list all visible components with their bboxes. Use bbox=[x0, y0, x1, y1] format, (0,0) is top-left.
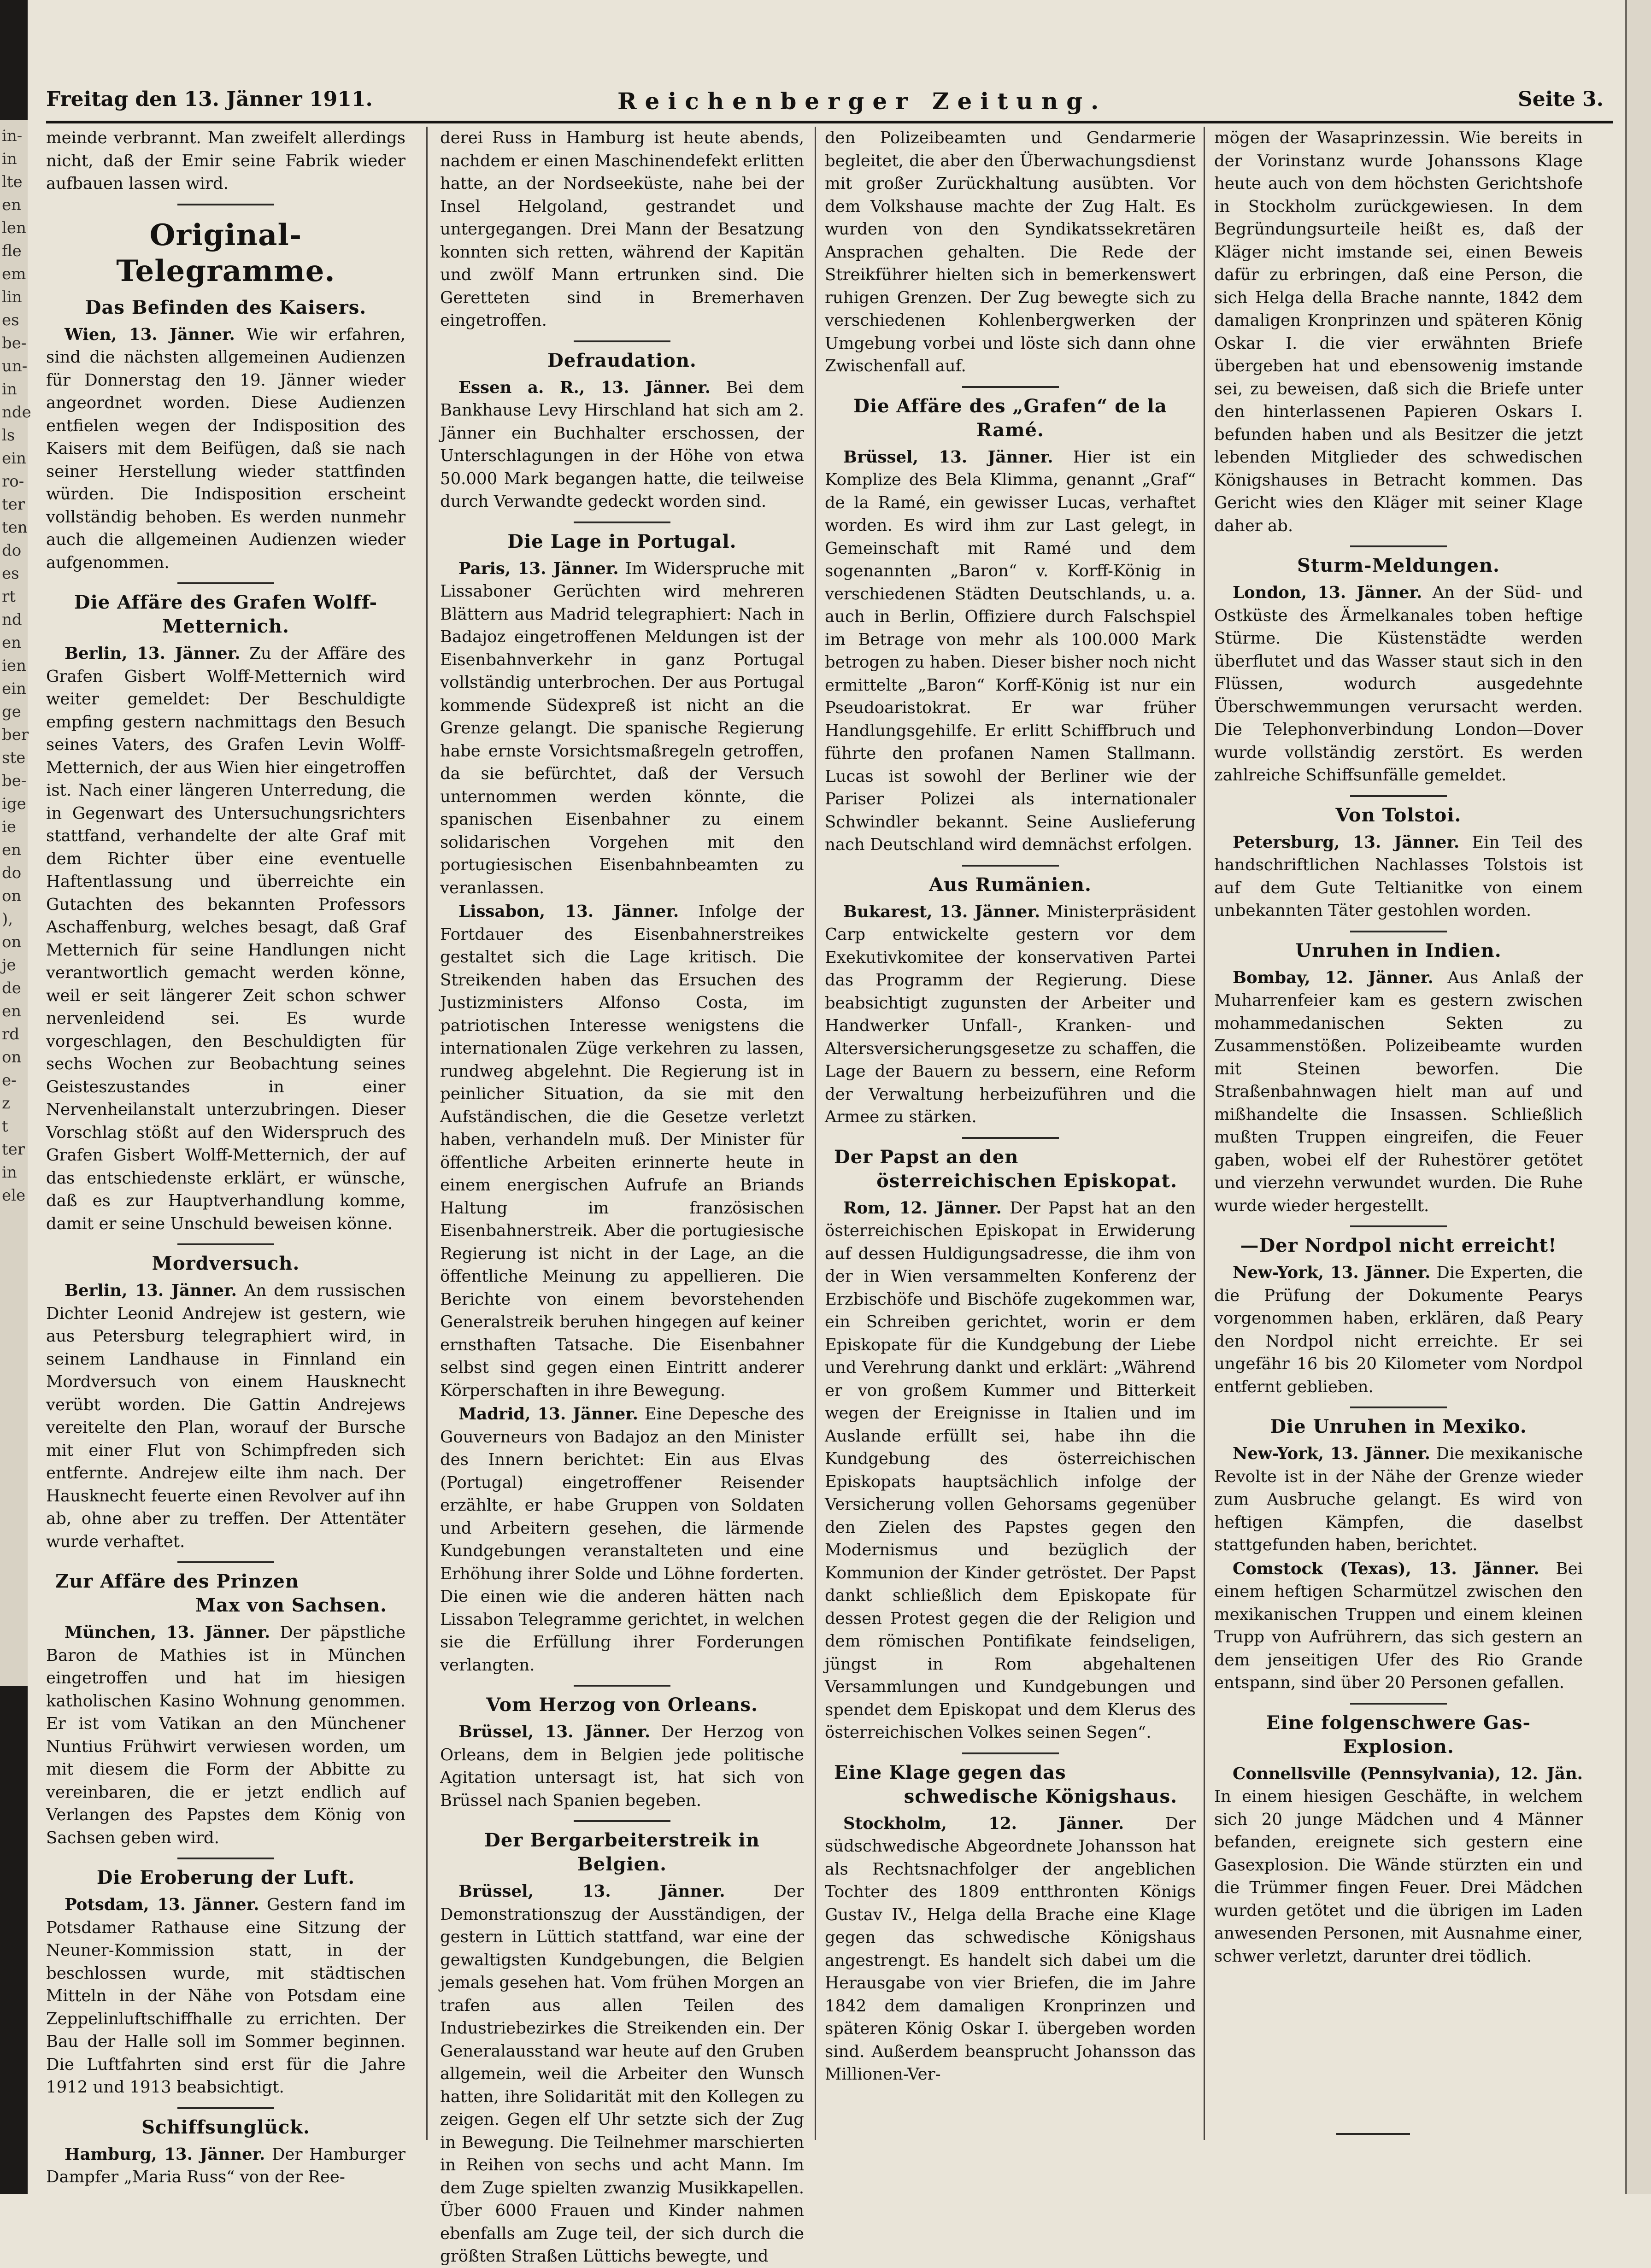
column-3 bbox=[825, 127, 1196, 2135]
article-text: Infolge der Fortdauer des Eisenbahnerstreikes gestaltet sich die Lage kritisch. Die Streikenden haben das Ersuchen des Justizministers Alfonso Costa, im patriotischen Interesse wenigstens die internationalen Züge verkehren zu lassen, rundweg abgelehnt. Die Regierung ist in peinlicher Situation, da sie mit den Aufständischen, die die Gesetze verletzt haben, verhandeln muß. Der Minister für öffentliche Arbeiten erinnerte heute in einem energischen Aufrufe an Briands Haltung im französischen Eisenbahnerstreik. Aber die portugiesische Regierung ist nicht in der Lage, an die öffentliche Meinung zu appellieren. Die Berichte von einem bevorstehenden Generalstreik beruhen hingegen auf keiner ernsthaften Tatsache. Die Eisenbahner selbst sind gegen einen Eintritt anderer Körperschaften in ihre Bewegung. bbox=[440, 902, 804, 1400]
gutter-fragment: ge bbox=[2, 703, 21, 721]
article-dateline: Bombay, 12. Jänner. bbox=[1233, 968, 1434, 987]
article-dateline: Petersburg, 13. Jänner. bbox=[1233, 832, 1460, 852]
separator bbox=[177, 2107, 274, 2109]
article-body bbox=[1214, 1442, 1583, 1557]
article-headline: Eine Klage gegen das bbox=[834, 1761, 1066, 1783]
article-body bbox=[1214, 581, 1583, 787]
separator bbox=[1350, 1225, 1447, 1227]
article-dateline: New-York, 13. Jänner. bbox=[1233, 1444, 1430, 1463]
gutter-fragment: ein bbox=[2, 680, 26, 698]
article-headline: Aus Rumänien. bbox=[929, 873, 1092, 896]
gutter-fragment: lte bbox=[2, 173, 23, 191]
article-dateline: Paris, 13. Jänner. bbox=[458, 559, 619, 578]
article-headline: Eine folgenschwere Gas-Explosion. bbox=[1266, 1711, 1531, 1758]
column-rule bbox=[815, 127, 816, 2140]
article-text: Die Experten, die die Prüfung der Dokumente Pearys vorgenommen haben, erklären, daß Peary den Nordpol nicht erreichte. Er sei ungefähr 16 bis 20 Kilometer vom Nordpol entfernt geblieben. bbox=[1214, 1263, 1583, 1396]
article-text: Gestern fand im Potsdamer Rathause eine Sitzung der Neuner-Kommission statt, in der beschlossen wurde, mit städtischen Mitteln in der Nähe von Potsdam eine Zeppelinluftschiffhalle zu errichten. Der Bau der Halle soll im Sommer beginnen. Die Luftfahrten sind erst für die Jahre 1912 und 1913 beabsichtigt. bbox=[46, 1895, 405, 2097]
article-body bbox=[1214, 1558, 1583, 1694]
article-body bbox=[46, 2143, 405, 2189]
article-body bbox=[46, 1279, 405, 1553]
article-body bbox=[1214, 1261, 1583, 1398]
gutter-fragment: do bbox=[2, 864, 22, 882]
separator bbox=[574, 1685, 670, 1687]
gutter-fragment: je bbox=[2, 956, 16, 974]
article-headline: Mordversuch. bbox=[152, 1253, 300, 1274]
article-headline-line2: schwedische Königshaus. bbox=[904, 1785, 1177, 1807]
gutter-fragment: en bbox=[2, 196, 22, 214]
right-page-edge bbox=[1625, 0, 1651, 2194]
column-4 bbox=[1214, 127, 1583, 2135]
gutter-fragment: es bbox=[2, 564, 19, 583]
article-continuation: derei Russ in Hamburg ist heute abends, nachdem er einen Maschinendefekt erlitten hatte, an der Nordseeküste, nahe bei der Insel Helgoland, gestrandet und untergegangen. Drei Mann der Besatzung konnten sich retten, während der Kapitän und zwölf Mann ertrunken sind. Die Geretteten sind in Bremerhaven eingetroffen. bbox=[440, 129, 804, 330]
article-dateline: Brüssel, 13. Jänner. bbox=[843, 447, 1053, 467]
article-body bbox=[440, 1880, 804, 2268]
separator bbox=[1350, 931, 1447, 932]
article-headline: Vom Herzog von Orleans. bbox=[486, 1694, 758, 1716]
gutter-fragment: z bbox=[2, 1094, 10, 1113]
newspaper-title: Reichenberger Zeitung. bbox=[617, 88, 1107, 115]
gutter-fragment: en bbox=[2, 1002, 22, 1020]
separator bbox=[177, 1243, 274, 1245]
article-text: Ministerpräsident Carp entwickelte gestern vor dem Exekutivkomitee der konservativen Partei das Programm der Regierung. Diese beabsichtigt zugunsten der Arbeiter und Handwerker Unfall-, Kranken- und Altersversicherungsgesetze zu schaffen, die Lage der Bauern zu bessern, eine Reform der Verwaltung herbeizuführen und die Armee zu stärken. bbox=[825, 902, 1196, 1126]
gutter-fragment: do bbox=[2, 541, 22, 560]
article-body bbox=[46, 642, 405, 1235]
gutter-fragment: ber bbox=[2, 726, 29, 744]
article-text: Zu der Affäre des Grafen Gisbert Wolff-Metternich wird weiter gemeldet: Der Beschuldigte empfing gestern nachmittags den Besuch seines Vaters, des Grafen Levin Wolff-Metternich, der aus Wien hier eingetroffen ist. Nach einer längeren Unterredung, die in Gegenwart des Untersuchungsrichters stattfand, verhandelte der alte Graf mit dem Richter über eine eventuelle Haftentlassung und überreichte ein Gutachten des bekannten Professors Aschaffenburg, welches besagt, daß Graf Metternich für seine Handlungen nicht verantwortlich gemacht werden könne, weil er seit längerer Zeit schon schwer nervenleidend sei. Es wurde vorgeschlagen, den Beschuldigten für sechs Wochen zur Beobachtung seines Geisteszustandes in einer Nervenheilanstalt unterzubringen. Dieser Vorschlag stößt auf den Widerspruch des Grafen Gisbert Wolff-Metternich, der auf das entschiedenste erklärt, er wünsche, daß es zur Hauptverhandlung komme, damit er seine Unschuld beweisen könne. bbox=[46, 644, 405, 1233]
gutter-fragment: ls bbox=[2, 426, 15, 445]
article-dateline: Brüssel, 13. Jänner. bbox=[458, 1723, 651, 1741]
article-dateline: Connellsville (Pennsylvania), 12. Jän. bbox=[1233, 1764, 1583, 1783]
article-headline: Unruhen in Indien. bbox=[1295, 939, 1502, 961]
gutter-fragment: un- bbox=[2, 357, 28, 375]
article-headline: Zur Affäre des Prinzen bbox=[55, 1571, 299, 1592]
article-headline: Der Bergarbeiterstreik in Belgien. bbox=[484, 1829, 760, 1875]
gutter-fragment: ter bbox=[2, 1140, 25, 1159]
gutter-fragment: ro- bbox=[2, 472, 24, 491]
article-headline: Die Affäre des Grafen Wolff-Metternich. bbox=[74, 592, 378, 637]
article-body bbox=[825, 446, 1196, 856]
article-text: In einem hiesigen Geschäfte, in welchem sich 20 junge Mädchen und 4 Männer befanden, ereignete sich gestern eine Gasexplosion. Die Wände stürzten ein und die Trümmer fingen Feuer. Drei Mädchen wurden getötet und die übrigen im Laden anwesenden Personen, mit Ausnahme einer, schwer verletzt, darunter drei tödlich. bbox=[1214, 1787, 1583, 1966]
article-headline: Die Unruhen in Mexiko. bbox=[1270, 1416, 1527, 1437]
article-headline: Der Papst an den bbox=[834, 1146, 1019, 1168]
gutter-fragment: ter bbox=[2, 495, 25, 514]
article-text: Der Hamburger Dampfer „Maria Russ“ von der Ree- bbox=[46, 2145, 405, 2186]
article-body bbox=[825, 1812, 1196, 2086]
article-headline-line2: österreichischen Episkopat. bbox=[876, 1170, 1177, 1192]
article-text: Bei einem heftigen Scharmützel zwischen den mexikanischen Truppen und einem kleinen Trupp von Aufrührern, das sich gestern an dem jenseitigen Ufer des Rio Grande entspann, sind über 20 Personen gefallen. bbox=[1214, 1559, 1583, 1692]
article-headline: Schiffsunglück. bbox=[141, 2116, 310, 2138]
separator bbox=[1350, 1407, 1447, 1408]
article-body bbox=[440, 557, 804, 900]
gutter-fragment: ten bbox=[2, 518, 28, 537]
article-text: Der südschwedische Abgeordnete Johansson hat als Rechtsnachfolger der angeblichen Tochter des 1809 entthronten Königs Gustav IV., Helga della Brache eine Klage gegen das schwedische Königshaus angestrengt. Es handelt sich dabei um die Herausgabe von vier Briefen, die im Jahre 1842 dem damaligen Kronprinzen und späteren König Oskar I. übergeben worden sind. Außerdem beansprucht Johansson das Millionen-Ver- bbox=[825, 1814, 1196, 2084]
article-continuation: den Polizeibeamten und Gendarmerie begleitet, die aber den Überwachungsdienst mit großer Zurückhaltung ausübten. Vor dem Volkshause machte der Zug Halt. Es wurden von den Syndikatssekretären Ansprachen gehalten. Die Rede der Streikführer hielten sich in bemerkenswert ruhigen Grenzen. Der Zug bewegte sich zu verschiedenen Kohlenbergwerken der Umgebung vorbei und löste sich dann ohne Zwischenfall auf. bbox=[825, 129, 1196, 375]
article-text: Der Herzog von Orleans, dem in Belgien jede politische Agitation untersagt ist, hat sich von Brüssel nach Spanien begeben. bbox=[440, 1723, 804, 1810]
separator bbox=[962, 1137, 1059, 1139]
gutter-fragment: e- bbox=[2, 1071, 17, 1090]
article-dateline: Berlin, 13. Jänner. bbox=[65, 644, 241, 663]
article-text: An dem russischen Dichter Leonid Andrejew ist gestern, wie aus Petersburg telegraphiert wird, in seinem Landhause in Finnland ein Mordversuch von einem Hausknecht verübt worden. Die Gattin Andrejews vereitelte den Plan, worauf der Bursche mit einer Flut von Schimpfreden sich entfernte. Andrejew eilte ihm nach. Der Hausknecht feuerte einen Revolver auf ihn ab, ohne aber zu treffen. Der Attentäter wurde verhaftet. bbox=[46, 1281, 405, 1551]
article-body bbox=[46, 323, 405, 574]
article-headline: — Der Nordpol nicht erreicht! bbox=[1214, 1234, 1583, 1258]
article-dateline: Bukarest, 13. Jänner. bbox=[843, 902, 1040, 921]
article-headline: Sturm-Meldungen. bbox=[1297, 555, 1500, 576]
article-body bbox=[1214, 831, 1583, 922]
separator bbox=[1350, 795, 1447, 797]
article-body bbox=[825, 901, 1196, 1129]
gutter-fragment: in- bbox=[2, 127, 23, 145]
article-dateline: London, 13. Jänner. bbox=[1233, 583, 1422, 602]
separator bbox=[574, 522, 670, 523]
separator bbox=[962, 865, 1059, 867]
article-text: Hier ist ein Komplize des Bela Klimma, genannt „Graf“ de la Ramé, ein gewisser Lucas, verhaftet worden. Es wird ihm zur Last gelegt, in Gemeinschaft mit Ramé und dem sogenannten „Baron“ v. Korff-König in verschiedenen Städten Deutschlands, u. a. auch in Berlin, Offiziere durch Falschspiel im Betrage von mehr als 100.000 Mark betrogen zu haben. Dieser bisher noch nicht ermittelte „Baron“ Korff-König ist nur ein Pseudoaristokrat. Er war früher Handlungsgehilfe. Er erlitt Schiffbruch und führte den profanen Namen Stallmann. Lucas ist sowohl der Berliner wie der Pariser Polizei als internationaler Schwindler bekannt. Seine Auslieferung nach Deutschland wird demnächst erfolgen. bbox=[825, 447, 1196, 854]
gutter-fragment: nde bbox=[2, 403, 31, 422]
article-body bbox=[440, 900, 804, 1402]
article-body bbox=[440, 1721, 804, 1812]
gutter-fragment: in bbox=[2, 380, 17, 399]
article-text: Die mexikanische Revolte ist in der Nähe der Grenze wieder zum Ausbruche gelangt. Es wird von heftigen Kämpfen, die daselbst stattgefunden haben, berichtet. bbox=[1214, 1444, 1583, 1554]
article-dateline: Brüssel, 13. Jänner. bbox=[458, 1882, 725, 1901]
article-dateline: New-York, 13. Jänner. bbox=[1233, 1263, 1431, 1282]
issue-date: Freitag den 13. Jänner 1911. bbox=[46, 88, 373, 111]
article-text: Ein Teil des handschriftlichen Nachlasses Tolstois ist auf dem Gute Teltianitke von einem unbekannten Täter gestohlen worden. bbox=[1214, 832, 1583, 920]
article-text: Eine Depesche des Gouverneurs von Badajoz an den Minister des Innern berichtet: Ein aus Elvas (Portugal) eingetroffener Reisender erzählte, er habe Gruppen von Soldaten und Arbeitern gesehen, die lärmende Kundgebungen veranstalteten und eine Erhöhung ihrer Solde und Löhne forderten. Die einen wie die anderen hätten nach Lissabon Telegramme gerichtet, in welchen sie die Erfüllung ihrer Forderungen verlangten. bbox=[440, 1405, 804, 1675]
article-body bbox=[825, 1197, 1196, 1744]
column-2 bbox=[440, 127, 804, 2266]
separator bbox=[177, 1858, 274, 1859]
article-text: Bei dem Bankhause Levy Hirschland hat sich am 2. Jänner ein Buchhalter erschossen, der Unterschlagungen in der Höhe von etwa 50.000 Mark begangen hatte, die teilweise durch Verwandte gedeckt worden sind. bbox=[440, 378, 804, 511]
header-rule bbox=[46, 121, 1613, 123]
gutter-fragment: em bbox=[2, 265, 26, 283]
article-text: An der Süd- und Ostküste des Ärmelkanales toben heftige Stürme. Die Küstenstädte werden überflutet und das Wasser staut sich in den Flüssen, wodurch ausgedehnte Überschwemmungen verursacht werden. Die Telephonverbindung London—Dover wurde vollständig zerstört. Es werden zahlreiche Schiffsunfälle gemeldet. bbox=[1214, 583, 1583, 785]
column-rule bbox=[426, 127, 428, 2140]
article-text: Der päpstliche Baron de Mathies ist in München eingetroffen und hat im hiesigen katholischen Kasino Wohnung genommen. Er ist vom Vatikan an den Münchener Nuntius Frühwirt verwiesen worden, um mit diesem die Form der Abbitte zu vereinbaren, die er jetzt endlich auf Verlangen des Papstes dem König von Sachsen geben wird. bbox=[46, 1623, 405, 1847]
separator bbox=[574, 1820, 670, 1822]
article-dateline: München, 13. Jänner. bbox=[65, 1623, 270, 1642]
gutter-fragment: ), bbox=[2, 910, 13, 928]
article-headline: Die Eroberung der Luft. bbox=[96, 1867, 355, 1888]
gutter-fragment: on bbox=[2, 887, 22, 905]
article-text: Der Demonstrationszug der Ausständigen, der gestern in Lüttich stattfand, war eine der gewaltigsten Kundgebungen, die Belgien jemals gesehen hat. Vom frühen Morgen an trafen aus allen Teilen des Industriebezirkes die Streikenden ein. Der Generalausstand war heute auf den Gruben allgemein, weil die Arbeiter den Wunsch hatten, ihre Solidarität mit den Kollegen zu zeigen. Gegen elf Uhr setzte sich der Zug in Bewegung. Die Teilnehmer marschierten in Reihen von sechs und acht Mann. Im dem Zuge spielten zwanzig Musikkapellen. Über 6000 Frauen und Kinder nahmen ebenfalls am Zuge teil, der sich durch die größten Straßen Lüttichs bewegte, und bbox=[440, 1882, 804, 2266]
article-text: Wie wir erfahren, sind die nächsten allgemeinen Audienzen für Donnerstag den 19. Jänner wieder angeordnet worden. Diese Audienzen entfielen wegen der Indisposition des Kaisers mit dem Beifügen, daß sie nach seiner Herstellung wieder stattfinden würden. Die Indisposition erscheint vollständig behoben. Es werden nunmehr auch die allgemeinen Audienzen wieder aufgenommen. bbox=[46, 325, 406, 572]
gutter-fragment: ein bbox=[2, 449, 26, 468]
left-page-fragments bbox=[2, 124, 31, 1207]
page-number: Seite 3. bbox=[1517, 88, 1604, 111]
article-body bbox=[1214, 1763, 1583, 1968]
article-body bbox=[46, 1621, 405, 1849]
gutter-fragment: de bbox=[2, 979, 21, 997]
article-text: Der Papst hat an den österreichischen Episkopat in Erwiderung auf dessen Huldigungsadresse, die ihm von der in Wien versammelten Konferenz der Erzbischöfe und Bischöfe zugekommen war, ein Schreiben gerichtet, worin er dem Episkopate für die Kundgebung der Liebe und Verehrung dankt und erklärt: „Während er von großem Kummer und Bitterkeit wegen der Ereignisse in Italien und im Auslande erfüllt sei, habe ihn die Kundgebung des österreichischen Episkopats hauptsächlich infolge der Versicherung vollen Gehorsams gegenüber den Zielen des Papstes gegen den Modernismus und bezüglich der Kommunion der Kinder getröstet. Der Papst dankt schließlich dem Episkopate für dessen Protest gegen die der Religion und dem römischen Pontifikate feindseligen, jüngst in Rom abgehaltenen Versammlungen und Kundgebungen und spendet dem Episkopat und dem Klerus des österreichischen Volkes seinen Segen“. bbox=[825, 1198, 1196, 1742]
end-rule bbox=[1336, 2133, 1410, 2135]
article-text: Im Widerspruche mit Lissaboner Gerüchten wird mehreren Blättern aus Madrid telegraphiert: Nach in Badajoz eingetroffenen Meldungen ist der Eisenbahnverkehr in ganz Portugal vollständig unterbrochen. Der aus Portugal kommende Südexpreß ist nicht an die Grenze gelangt. Die spanische Regierung habe ernste Vorsichtsmaßregeln getroffen, da sie befürchtet, daß der Versuch unternommen werden könnte, die spanischen Eisenbahner zu einem solidarischen Vorgehen mit den portugiesischen Eisenbahnbeamten zu veranlassen. bbox=[440, 559, 804, 897]
article-continuation: mögen der Wasaprinzessin. Wie bereits in der Vorinstanz wurde Johanssons Klage heute auch von dem höchsten Gerichtshofe in Stockholm zurückgewiesen. In dem Begründungsurteile heißt es, daß der Kläger nicht imstande sei, einen Beweis dafür zu erbringen, daß eine Person, die sich Helga della Brache nannte, 1842 dem damaligen Kronprinzen und späteren König Oskar I. die vier erwähnten Briefe übergeben hat und ebensowenig imstande sei, zu beweisen, daß sich die Briefe unter den hinterlassenen Papieren Oskars I. befunden haben und als Besitzer die jetzt lebenden Mitglieder des schwedischen Königshauses in Betracht kommen. Das Gericht wies den Kläger mit seiner Klage daher ab. bbox=[1214, 129, 1583, 535]
separator bbox=[574, 340, 670, 342]
article-continuation: meinde verbrannt. Man zweifelt allerdings nicht, daß der Emir seine Fabrik wieder aufbauen lassen wird. bbox=[46, 129, 405, 193]
section-title: Original-Telegramme. bbox=[116, 217, 335, 288]
article-headline: Die Lage in Portugal. bbox=[507, 530, 737, 552]
article-headline: Das Befinden des Kaisers. bbox=[85, 296, 367, 318]
page-header bbox=[46, 83, 1604, 120]
gutter-fragment: be- bbox=[2, 334, 27, 352]
article-headline: Von Tolstoi. bbox=[1335, 804, 1462, 826]
article-dateline: Berlin, 13. Jänner. bbox=[65, 1281, 237, 1300]
article-dateline: Potsdam, 13. Jänner. bbox=[65, 1895, 259, 1914]
article-body bbox=[440, 1403, 804, 1676]
gutter-fragment: fle bbox=[2, 242, 22, 260]
gutter-fragment: in bbox=[2, 1163, 17, 1182]
article-dateline: Stockholm, 12. Jänner. bbox=[843, 1814, 1124, 1833]
gutter-fragment: on bbox=[2, 933, 22, 951]
separator bbox=[177, 1561, 274, 1563]
gutter-fragment: rt bbox=[2, 587, 16, 606]
gutter-fragment: ien bbox=[2, 656, 26, 675]
article-dateline: Rom, 12. Jänner. bbox=[843, 1198, 1002, 1218]
separator bbox=[962, 1752, 1059, 1754]
gutter-fragment: es bbox=[2, 311, 19, 329]
gutter-fragment: be- bbox=[2, 772, 27, 790]
column-1 bbox=[46, 127, 406, 2186]
gutter-fragment: t bbox=[2, 1117, 8, 1136]
article-headline: Die Affäre des „Grafen“ de la Ramé. bbox=[853, 395, 1167, 441]
separator bbox=[1350, 1703, 1447, 1705]
gutter-fragment: rd bbox=[2, 1025, 20, 1043]
gutter-fragment: len bbox=[2, 219, 26, 237]
gutter-fragment: ste bbox=[2, 749, 26, 767]
article-headline: Defraudation. bbox=[547, 349, 697, 371]
article-dateline: Essen a. R., 13. Jänner. bbox=[458, 378, 711, 397]
separator bbox=[177, 204, 274, 205]
article-dateline: Lissabon, 13. Jänner. bbox=[458, 902, 679, 921]
article-headline-line2: Max von Sachsen. bbox=[195, 1594, 387, 1616]
article-dateline: Comstock (Texas), 13. Jänner. bbox=[1233, 1559, 1539, 1578]
separator bbox=[962, 386, 1059, 388]
article-body bbox=[440, 376, 804, 513]
gutter-fragment: en bbox=[2, 841, 22, 859]
gutter-fragment: ele bbox=[2, 1186, 26, 1205]
separator bbox=[1350, 545, 1447, 547]
column-rule bbox=[1204, 127, 1205, 2140]
article-body bbox=[1214, 967, 1583, 1218]
gutter-fragment: nd bbox=[2, 610, 22, 629]
article-body bbox=[46, 1893, 405, 2099]
gutter-fragment: lin bbox=[2, 288, 22, 306]
gutter-fragment: en bbox=[2, 633, 22, 652]
gutter-fragment: ige bbox=[2, 795, 26, 813]
separator bbox=[177, 582, 274, 584]
gutter-fragment: in bbox=[2, 150, 17, 168]
gutter-fragment: on bbox=[2, 1048, 22, 1067]
article-dateline: Wien, 13. Jänner. bbox=[65, 325, 235, 344]
gutter-fragment: ie bbox=[2, 818, 16, 836]
article-dateline: Madrid, 13. Jänner. bbox=[458, 1405, 639, 1424]
article-dateline: Hamburg, 13. Jänner. bbox=[65, 2145, 265, 2164]
article-text: Aus Anlaß der Muharrenfeier kam es gestern zwischen mohammedanischen Sekten zu Zusammenstößen. Polizeibeamte wurden mit Steinen beworfen. Die Straßenbahnwagen hielt man auf und mißhandelte die Insassen. Schließlich mußten Truppen eingreifen, die Feuer gaben, wobei elf der Ruhestörer getötet und vierzehn verwundet wurden. Die Ruhe wurde wieder hergestellt. bbox=[1214, 968, 1583, 1215]
